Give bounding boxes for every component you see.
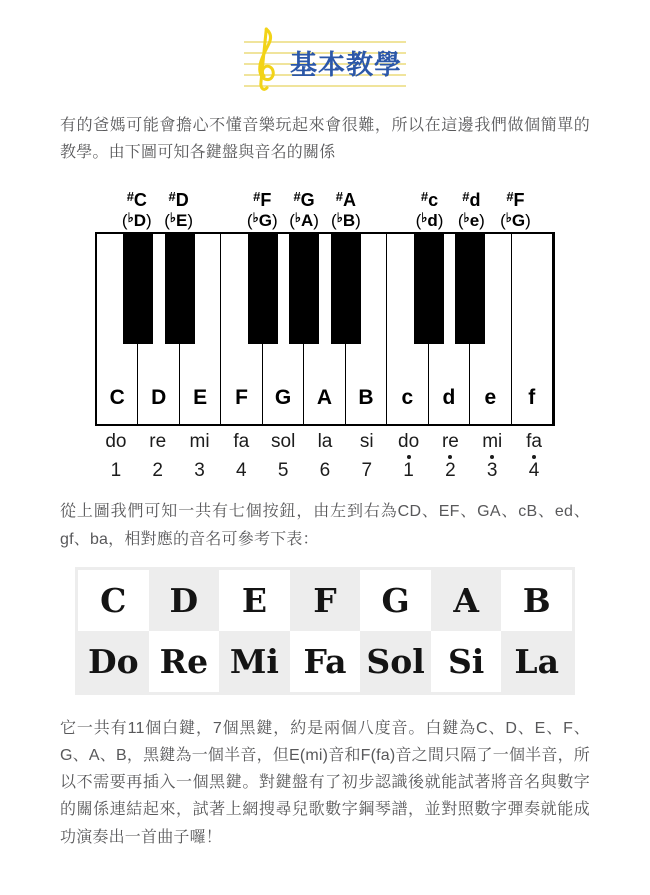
page-title: 基本教學 xyxy=(290,50,402,81)
summary-paragraph: 它一共有11個白鍵，7個黑鍵，約是兩個八度音。白鍵為C、D、E、F、G、A、B，黑鍵為一個半音，但E(mi)音和F(fa)音之間只隔了一個半音，所以不需要再插入一個黑鍵。對鍵盤有了初步認識後就能試著將音名與數字的關係連結起來，試著上網搜尋兒歌數字鋼琴譜，並對照數字彈奏就能成功演奏出一首曲子囉！ xyxy=(60,719,590,846)
black-key-label: #A (♭B) xyxy=(331,189,361,231)
note-cell: G xyxy=(360,570,431,631)
solfege-cell: Re xyxy=(149,631,220,692)
note-cell: F xyxy=(290,570,361,631)
number-label: 3 xyxy=(471,453,513,482)
keyboard xyxy=(95,232,555,426)
octave-dot xyxy=(532,455,536,459)
note-cell: C xyxy=(78,570,149,631)
piano-diagram xyxy=(95,176,555,482)
note-cell: E xyxy=(219,570,290,631)
black-key-label: #F (♭G) xyxy=(246,189,278,231)
octave-dot xyxy=(448,455,452,459)
solfege-label: re xyxy=(149,431,167,453)
solfege-row xyxy=(95,431,555,453)
solfege-cell: Do xyxy=(78,631,149,692)
key-letter: A xyxy=(316,386,333,410)
solfege-cell: Fa xyxy=(290,631,361,692)
number-label: 7 xyxy=(361,460,373,482)
black-key xyxy=(248,234,278,344)
solfege-cell: Mi xyxy=(219,631,290,692)
header-banner xyxy=(244,28,406,94)
key-letter: E xyxy=(193,386,208,410)
key-letter: C xyxy=(109,386,125,410)
solfege-label: sol xyxy=(271,431,296,453)
number-label: 4 xyxy=(513,453,555,482)
number-label: 3 xyxy=(194,460,205,482)
number-label: 6 xyxy=(319,460,331,482)
key-letter: e xyxy=(484,386,497,410)
treble-clef-icon xyxy=(246,26,282,96)
black-key xyxy=(414,234,444,344)
black-key xyxy=(123,234,153,344)
key-letter: c xyxy=(401,386,414,410)
notes-table xyxy=(75,567,575,695)
key-letter: d xyxy=(442,386,456,410)
note-cell: A xyxy=(431,570,502,631)
note-cell: D xyxy=(149,570,220,631)
black-key-label: #D (♭E) xyxy=(164,189,194,231)
key-letter: D xyxy=(151,386,167,410)
note-cell: B xyxy=(501,570,572,631)
white-key-f2 xyxy=(512,234,553,424)
solfege-label: la xyxy=(317,431,333,453)
black-key-label: #F (♭G) xyxy=(500,189,531,231)
octave-dot xyxy=(490,455,494,459)
black-key xyxy=(331,234,361,344)
solfege-label: do xyxy=(105,431,127,453)
solfege-label: mi xyxy=(482,431,503,453)
number-label: 2 xyxy=(430,453,472,482)
solfege-label: do xyxy=(398,431,420,453)
black-key-label: #c (♭d) xyxy=(415,189,444,231)
intro-paragraph: 有的爸媽可能會擔心不懂音樂玩起來會很難，所以在這邊我們做個簡單的教學。由下圖可知各鍵盤與音名的關係 xyxy=(60,117,590,162)
number-label: 1 xyxy=(388,453,430,482)
solfege-label: re xyxy=(441,431,459,453)
number-label: 5 xyxy=(277,460,289,482)
number-label: 2 xyxy=(152,460,163,482)
black-key xyxy=(455,234,485,344)
octave-dot xyxy=(407,455,411,459)
solfege-cell: Si xyxy=(431,631,502,692)
buttons-paragraph: 從上圖我們可知一共有七個按鈕，由左到右為CD、EF、GA、cB、ed、gf、ba，相對應的音名可參考下表： xyxy=(60,503,590,548)
page xyxy=(0,28,650,895)
key-letter: B xyxy=(358,386,374,410)
solfege-label: fa xyxy=(233,431,250,453)
black-key-label: #G (♭A) xyxy=(289,189,319,231)
black-key xyxy=(165,234,195,344)
number-label: 4 xyxy=(236,460,247,482)
solfege-label: mi xyxy=(189,431,210,453)
key-letter: f xyxy=(528,386,536,410)
solfege-label: fa xyxy=(526,431,542,453)
black-key-label: #C (♭D) xyxy=(121,189,152,231)
number-row xyxy=(95,453,555,482)
solfege-cell: Sol xyxy=(360,631,431,692)
black-key xyxy=(289,234,319,344)
black-key-label: #d (♭e) xyxy=(457,189,485,231)
number-label: 1 xyxy=(110,460,122,482)
key-letter: G xyxy=(274,386,292,410)
solfege-cell: La xyxy=(501,631,572,692)
black-key-labels xyxy=(95,176,555,232)
key-letter: F xyxy=(235,386,248,410)
solfege-label: si xyxy=(359,431,374,453)
